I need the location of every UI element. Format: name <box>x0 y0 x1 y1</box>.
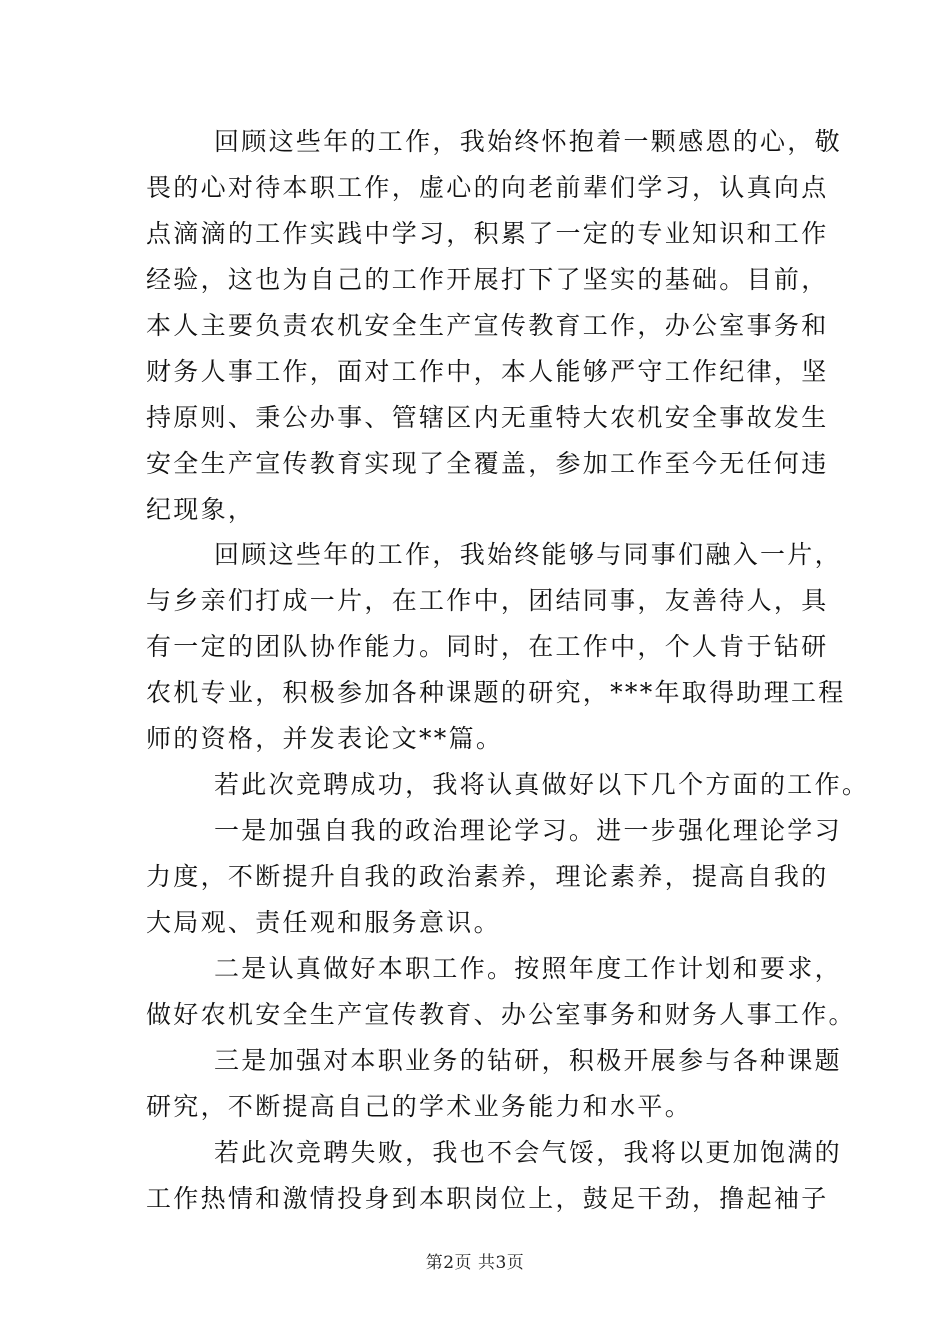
text-line: 财务人事工作，面对工作中，本人能够严守工作纪律，坚 <box>146 357 829 386</box>
text-line: 三是加强对本职业务的钻研，积极开展参与各种课题 <box>214 1046 842 1075</box>
text-line: 若此次竞聘失败，我也不会气馁，我将以更加饱满的 <box>214 1138 842 1167</box>
text-line: 安全生产宣传教育实现了全覆盖，参加工作至今无任何违 <box>146 449 829 478</box>
text-line: 若此次竞聘成功，我将认真做好以下几个方面的工作。 <box>214 770 870 799</box>
text-line: 畏的心对待本职工作，虚心的向老前辈们学习，认真向点 <box>146 173 829 202</box>
text-line: 点滴滴的工作实践中学习，积累了一定的专业知识和工作 <box>146 219 829 248</box>
text-line: 师的资格，并发表论文**篇。 <box>146 724 504 753</box>
text-line: 持原则、秉公办事、管辖区内无重特大农机安全事故发生 <box>146 403 829 432</box>
text-line: 研究，不断提高自己的学术业务能力和水平。 <box>146 1092 693 1121</box>
text-line: 回顾这些年的工作，我始终怀抱着一颗感恩的心，敬 <box>214 127 842 156</box>
text-line: 大局观、责任观和服务意识。 <box>146 908 501 937</box>
text-line: 农机专业，积极参加各种课题的研究，***年取得助理工程 <box>146 678 846 707</box>
text-line: 纪现象， <box>146 495 256 524</box>
text-line: 有一定的团队协作能力。同时，在工作中，个人肯于钻研 <box>146 632 829 661</box>
text-line: 工作热情和激情投身到本职岗位上，鼓足干劲，撸起袖子 <box>146 1184 829 1213</box>
text-line: 做好农机安全生产宣传教育、办公室事务和财务人事工作。 <box>146 1000 856 1029</box>
text-line: 本人主要负责农机安全生产宣传教育工作，办公室事务和 <box>146 311 829 340</box>
text-line: 一是加强自我的政治理论学习。进一步强化理论学习 <box>214 816 842 845</box>
text-line: 与乡亲们打成一片，在工作中，团结同事，友善待人，具 <box>146 586 829 615</box>
text-line: 二是认真做好本职工作。按照年度工作计划和要求， <box>214 954 842 983</box>
page-number-footer: 第2页 共3页 <box>425 1253 525 1273</box>
text-line: 经验，这也为自己的工作开展打下了坚实的基础。目前， <box>146 265 829 294</box>
text-line: 力度，不断提升自我的政治素养，理论素养，提高自我的 <box>146 862 829 891</box>
text-line: 回顾这些年的工作，我始终能够与同事们融入一片， <box>214 540 842 569</box>
